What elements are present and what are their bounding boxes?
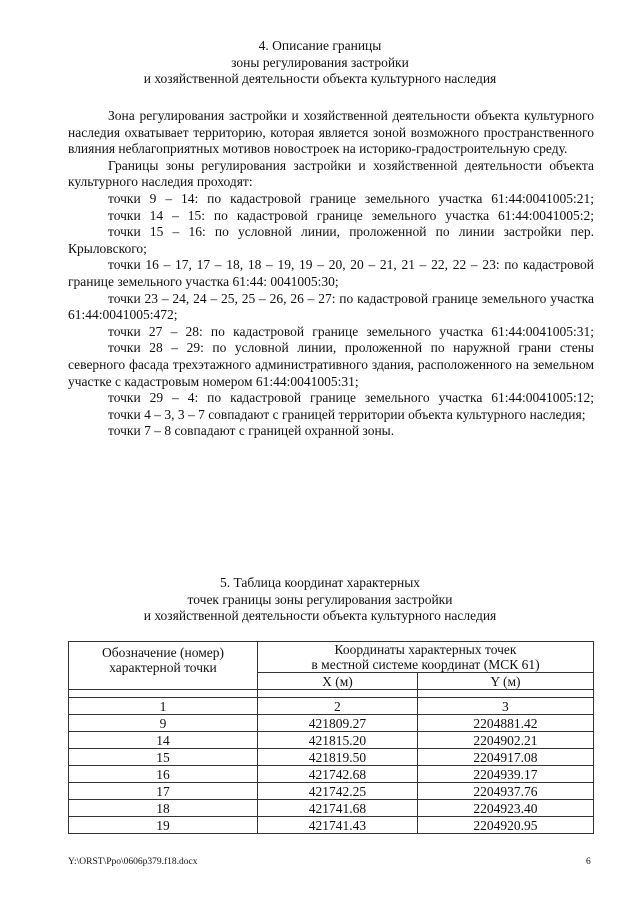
- table-row: [69, 766, 594, 783]
- section-5-heading: [60, 575, 580, 625]
- table-cell: 3: [417, 698, 593, 715]
- heading-line: и хозяйственной деятельности объекта культурного наследия: [143, 608, 497, 623]
- heading-line: точек границы зоны регулирования застройки: [187, 591, 453, 607]
- heading-line: 5. Таблица координат характерных: [219, 575, 421, 590]
- table-cell: 2204881.42: [417, 715, 593, 732]
- x-header: X (м): [258, 673, 418, 690]
- table-cell: 2204923.40: [417, 800, 593, 817]
- paragraph: точки 29 – 4: по кадастровой границе земельного участка 61:44:0041005:12;: [108, 390, 594, 406]
- table-cell: 2204939.17: [417, 766, 593, 783]
- table-cell: 421809.27: [258, 715, 418, 732]
- table-header-row: [69, 642, 594, 673]
- table-row: [69, 749, 594, 766]
- table-cell: 19: [69, 817, 258, 834]
- table-cell: 2204902.21: [417, 732, 593, 749]
- header-line: Обозначение (номер): [102, 645, 224, 660]
- footer-file-path: Y:\ORST\Ppo\0606p379.f18.docx: [68, 857, 198, 867]
- table-row: [69, 783, 594, 800]
- y-header: Y (м): [417, 673, 593, 690]
- table-row: [69, 732, 594, 749]
- coordinates-group-header: [258, 642, 594, 673]
- paragraph: точки 16 – 17, 17 – 18, 18 – 19, 19 – 20, 20 – 21, 21 – 22, 22 – 23: по кадастровой границе земельного участка 61:44: 0041005:30;: [68, 257, 594, 289]
- paragraph: точки 7 – 8 совпадают с границей охранной зоны.: [108, 423, 395, 439]
- table-row: [69, 715, 594, 732]
- paragraph: точки 27 – 28: по кадастровой границе земельного участка 61:44:0041005:31;: [108, 323, 594, 339]
- paragraph: точки 28 – 29: по условной линии, проложенной по наружной грани стены северного фасада трехэтажного административного здания, расположенного на земельном участке с кадастровым номером 61:44:0041005:31;: [68, 340, 594, 389]
- table-cell: 2204937.76: [417, 783, 593, 800]
- point-number-header: [69, 642, 258, 690]
- table-cell: 421741.68: [258, 800, 418, 817]
- paragraph: точки 14 – 15: по кадастровой границе земельного участка 61:44:0041005:2;: [108, 207, 594, 223]
- table-cell: 1: [69, 698, 258, 715]
- table-row: [69, 817, 594, 834]
- table-cell: 421742.25: [258, 783, 418, 800]
- paragraph: точки 15 – 16: по условной линии, проложенной по линии застройки пер. Крыловского;: [68, 224, 594, 256]
- section-4-body: [68, 108, 594, 440]
- paragraph: точки 23 – 24, 24 – 25, 25 – 26, 26 – 27: по кадастровой границе земельного участка 61:44:0041005:472;: [68, 290, 594, 323]
- table-cell: 2204917.08: [417, 749, 593, 766]
- paragraph: Границы зоны регулирования застройки и хозяйственной деятельности объекта культурного наследия проходят:: [68, 157, 594, 190]
- table-index-row: [69, 698, 594, 715]
- header-line: Координаты характерных точек: [334, 642, 517, 657]
- table-cell: 421741.43: [258, 817, 418, 834]
- table-cell: 421819.50: [258, 749, 418, 766]
- heading-line: 4. Описание границы: [258, 38, 382, 53]
- paragraph: Зона регулирования застройки и хозяйственной деятельности объекта культурного наследия охватывает территорию, которая является зоной возможного пространственного влияния неблагоприятных мотивов новостроек на историко-градостроительную среду.: [68, 108, 594, 157]
- table-cell: 14: [69, 732, 258, 749]
- paragraph: точки 4 – 3, 3 – 7 совпадают с границей территории объекта культурного наследия;: [108, 406, 586, 422]
- table-cell: 2204920.95: [417, 817, 593, 834]
- section-4-heading: [60, 38, 580, 88]
- table-cell: 17: [69, 783, 258, 800]
- table-cell: 15: [69, 749, 258, 766]
- table-cell: 16: [69, 766, 258, 783]
- table-spacer-row: [69, 690, 594, 698]
- heading-line: зоны регулирования застройки: [231, 54, 409, 70]
- heading-line: и хозяйственной деятельности объекта культурного наследия: [143, 71, 497, 86]
- paragraph: точки 9 – 14: по кадастровой границе земельного участка 61:44:0041005:21;: [108, 190, 594, 206]
- page-number: 6: [586, 857, 591, 867]
- header-line: характерной точки: [109, 660, 217, 675]
- table-row: [69, 800, 594, 817]
- header-line: в местной системе координат (МСК 61): [311, 657, 540, 672]
- coordinates-table: [68, 641, 594, 834]
- table-cell: 421742.68: [258, 766, 418, 783]
- table-cell: 2: [258, 698, 418, 715]
- table-cell: 9: [69, 715, 258, 732]
- table-cell: 18: [69, 800, 258, 817]
- table-cell: 421815.20: [258, 732, 418, 749]
